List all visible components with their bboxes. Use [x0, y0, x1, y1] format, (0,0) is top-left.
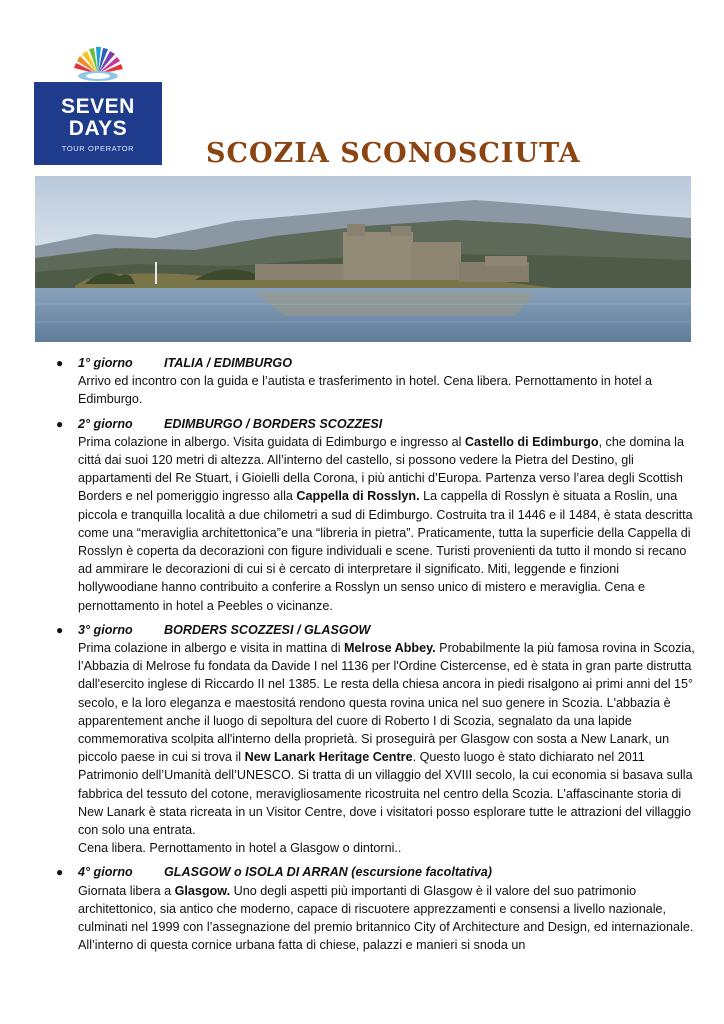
- list-item: [56, 863, 696, 954]
- text-run: Prima colazione in albergo. Visita guidata di Edimburgo e ingresso al: [78, 434, 465, 449]
- page-title: SCOZIA SCONOSCIUTA: [206, 138, 581, 169]
- list-item: [56, 621, 696, 858]
- paragraph: Arrivo ed incontro con la guida e l’autista e trasferimento in hotel. Cena libera. Pernottamento in hotel a Edimburgo.: [78, 374, 653, 407]
- castle-photo: [35, 176, 691, 342]
- text-run: Prima colazione in albergo e visita in mattina di: [78, 641, 344, 656]
- day-description: [78, 372, 696, 408]
- text-run: . Questo luogo è stato dichiarato nel 2011 Patrimonio dell’Umanità dell’UNESCO. Si tratta di un villaggio del XVIII secolo, la cui economia si basava sulla fabbrica del tessuto del cotone, meravigliosamente ricostruita nel centro della Scozia. L’affascinante storia di New Lanark è stata ricreata in un Visitor Centre, dove i visitatori posso esplorare tutte le attrazioni del villaggio con solo una entrata.: [78, 750, 693, 838]
- logo-word-seven: SEVEN: [61, 95, 135, 118]
- bullet-icon: ●: [56, 416, 64, 431]
- day-description: [78, 433, 696, 615]
- day-number: 2° giorno: [78, 416, 133, 431]
- list-item: [56, 415, 696, 615]
- day-route: ITALIA / EDIMBURGO: [164, 356, 293, 370]
- bullet-icon: ●: [56, 865, 64, 880]
- highlight-glasgow: Glasgow.: [174, 883, 231, 898]
- highlight-castello: Castello di Edimburgo: [464, 434, 599, 449]
- logo-tagline: TOUR OPERATOR: [61, 144, 135, 153]
- paragraph: [78, 433, 696, 615]
- text-run: Probabilmente la più famosa rovina in Scozia, l’Abbazia di Melrose fu fondata da Davide I nel 1136 per l'Ordine Cistercense, ed è stata in gran parte distrutta dall'esercito inglese di Riccardo II nel 1385. Le resta della chiesa ancora in piedi risalgono ai primi anni del 15° secolo, e la loro eleganza e maestositá rendono questa rovina unica nel suo genere in Scozia. L'abbazia è apparentement anche il luogo di sepoltura del cuore di Roberto I di Scozia, segnalato da una lapide commemorativa scolpita all'interno della proprietà. Si proseguirà per Glasgow con sosta a New Lanark, un piccolo paese in cui si trova il: [78, 641, 695, 765]
- day-heading: [78, 863, 696, 881]
- logo-text-box: [34, 82, 162, 165]
- day-route: BORDERS SCOZZESI / GLASGOW: [164, 622, 371, 637]
- logo-emblem: [34, 44, 162, 82]
- itinerary-list: [56, 354, 696, 961]
- text-run: , che domina la cittá dai suoi 120 metri di altezza. All’interno del castello, si possono vedere la Pietra del Destino, gli appartamenti del Re Stuart, i Gioielli della Corona, i più antichi d’Europa. Partenza verso l’area degli Scottish Borders e nel pomeriggio ingresso alla: [78, 434, 684, 504]
- bullet-icon: ●: [56, 356, 64, 370]
- day-route: EDIMBURGO / BORDERS SCOZZESI: [164, 416, 383, 431]
- paragraph: [78, 639, 696, 839]
- paragraph: Cena libera. Pernottamento in hotel a Glasgow o dintorni..: [78, 841, 402, 856]
- seven-days-logo: [34, 44, 162, 165]
- day-route: GLASGOW o ISOLA DI ARRAN (escursione facoltativa): [164, 865, 492, 880]
- highlight-new-lanark: New Lanark Heritage Centre: [244, 750, 413, 765]
- day-description: [78, 882, 696, 955]
- day-description: [78, 639, 696, 857]
- list-item: [56, 354, 696, 409]
- day-heading: [78, 354, 696, 372]
- day-heading: [78, 415, 696, 433]
- bullet-icon: ●: [56, 622, 64, 637]
- highlight-melrose: Melrose Abbey.: [344, 641, 436, 656]
- highlight-cappella: Cappella di Rosslyn.: [296, 489, 420, 504]
- text-run: La cappella di Rosslyn è situata a Roslin, una piccola e tranquilla località a due chilometri a sud di Edimburgo. Costruita tra il 1446 e il 1484, è stata descritta come una “meraviglia architettonica”e una “libreria in pietra”. Praticamente, tutta la superficie della Cappella di Rosslyn è coperta da decorazioni con figure individuali e scene. Turisti provenienti da tutto il mondo si recano ad ammirare le decorazioni di cui si è cercato di interpretare il significato. Miti, leggende e finzioni hollywoodiane hanno contribuito a conferire a Rosslyn un senso unico di mistero e meraviglia. Cena e pernottamento in hotel a Peebles o vicinanze.: [78, 489, 693, 613]
- paragraph: [78, 882, 696, 955]
- sunburst-icon: [34, 44, 162, 82]
- day-number: 1° giorno: [78, 356, 133, 370]
- text-run: Uno degli aspetti più importanti di Glasgow è il valore del suo patrimonio architettonico, sia antico che moderno, capace di riscuotere apprezzamenti e consensi a livello nazionale, culminati nel 1999 con l’assegnazione del premio britannico City of Architecture and Design, ed internazionale. All’interno di questa cornice urbana fatta di chiese, palazzi e manieri si snoda un: [78, 883, 694, 953]
- day-number: 3° giorno: [78, 622, 133, 637]
- day-number: 4° giorno: [78, 865, 133, 880]
- logo-word-days: DAYS: [68, 117, 128, 140]
- day-heading: [78, 621, 696, 639]
- text-run: Giornata libera a: [78, 883, 175, 898]
